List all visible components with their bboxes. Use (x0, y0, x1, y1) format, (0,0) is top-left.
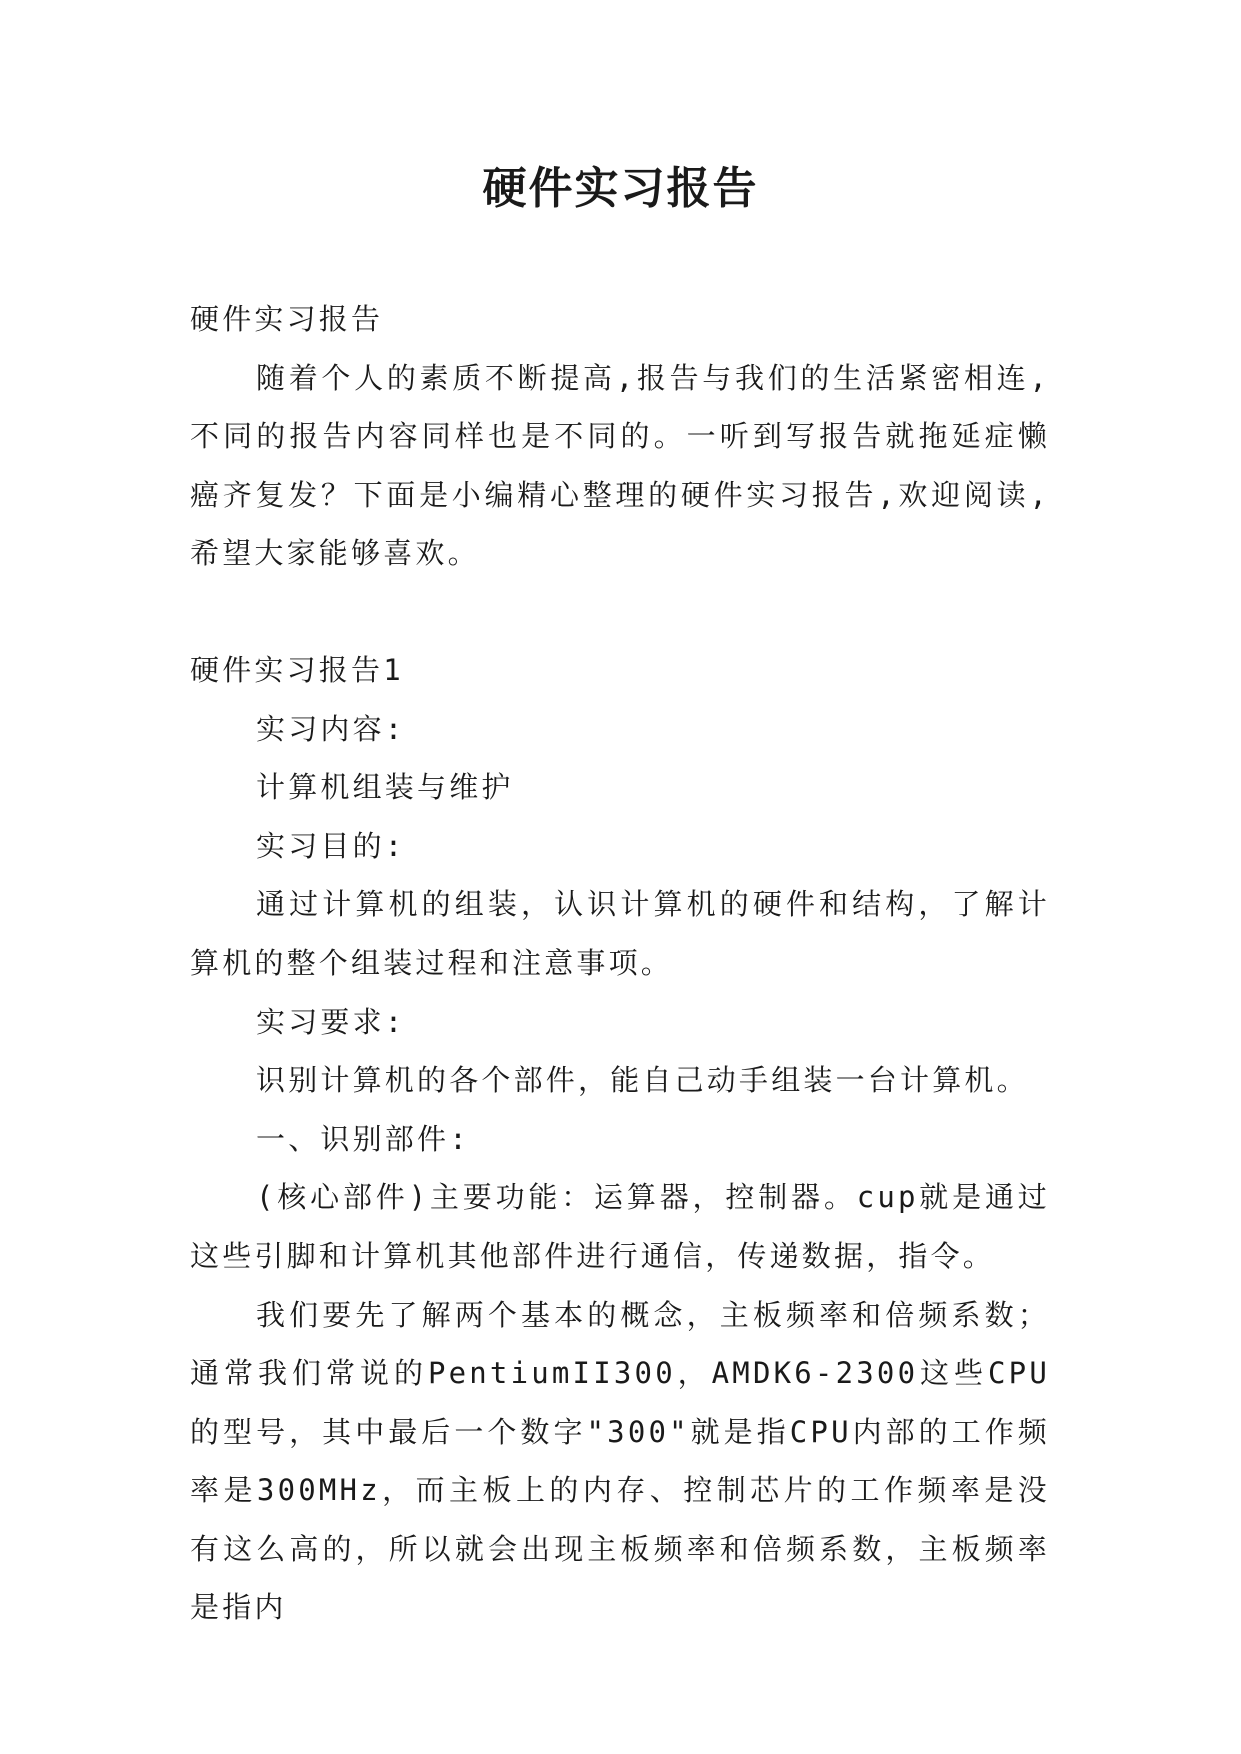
requirement-value: 识别计算机的各个部件，能自己动手组装一台计算机。 (256, 1063, 1029, 1098)
requirement-label: 实习要求: (256, 1004, 406, 1039)
paragraph-spacer (190, 583, 1050, 641)
frequency-paragraph: 我们要先了解两个基本的概念，主板频率和倍频系数；通常我们常说的PentiumII300，AMDK6-2300这些CPU的型号，其中最后一个数字"300"就是指CPU内部的工作频率是300MHz，而主板上的内存、控制芯片的工作频率是没有这么高的，所以就会出现主板频率和倍频系数，主板频率是指内 (190, 1297, 1050, 1625)
purpose-label: 实习目的: (256, 828, 406, 863)
intro-paragraph: 随着个人的素质不断提高,报告与我们的生活紧密相连,不同的报告内容同样也是不同的。一听到写报告就拖延症懒癌齐复发？下面是小编精心整理的硬件实习报告,欢迎阅读,希望大家能够喜欢。 (190, 360, 1050, 571)
document-title: 硬件实习报告 (482, 163, 759, 214)
content-value: 计算机组装与维护 (256, 770, 514, 805)
content-label: 实习内容: (256, 711, 406, 746)
identify-heading: 一、识别部件: (256, 1121, 470, 1156)
section-heading: 硬件实习报告1 (190, 652, 404, 687)
purpose-value: 通过计算机的组装，认识计算机的硬件和结构，了解计算机的整个组装过程和注意事项。 (190, 887, 1050, 980)
core-paragraph: (核心部件)主要功能：运算器，控制器。cup就是通过这些引脚和计算机其他部件进行通信，传递数据，指令。 (190, 1180, 1050, 1273)
subtitle: 硬件实习报告 (190, 302, 384, 336)
document-body (190, 290, 1050, 1637)
